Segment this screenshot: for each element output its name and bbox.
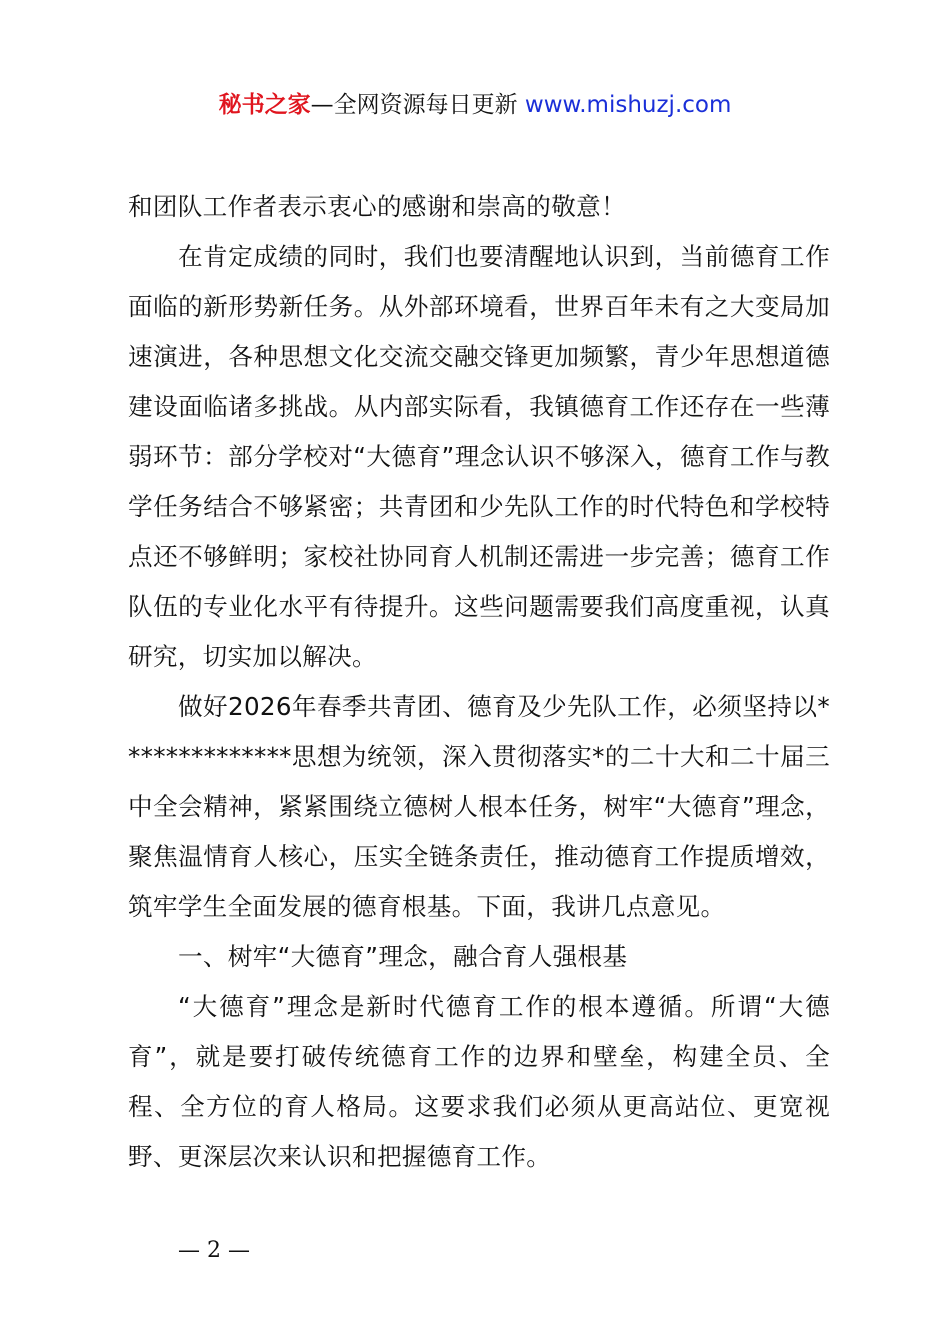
paragraph-continuation: 和团队工作者表示衷心的感谢和崇高的敬意！ (128, 192, 626, 221)
site-url-link[interactable]: www.mishuzj.com (524, 92, 732, 118)
paragraph-guiding-principles: 做好2026年春季共青团、德育及少先队工作，必须坚持以**************思想为统领，深入贯彻落实*的二十大和二十届三中全会精神，紧紧围绕立德树人根本任务，树牢“大德育”理念，聚焦温情育人核心，压实全链条责任，推动德育工作提质增效，筑牢学生全面发展的德育根基。下面，我讲几点意见。 (128, 692, 830, 921)
brand-name: 秘书之家 (218, 92, 311, 118)
paragraph-challenges: 在肯定成绩的同时，我们也要清醒地认识到，当前德育工作面临的新形势新任务。从外部环境看，世界百年未有之大变局加速演进，各种思想文化交流交融交锋更加频繁，青少年思想道德建设面临诸多挑战。从内部实际看，我镇德育工作还存在一些薄弱环节：部分学校对“大德育”理念认识不够深入，德育工作与教学任务结合不够紧密；共青团和少先队工作的时代特色和学校特点还不够鲜明；家校社协同育人机制还需进一步完善；德育工作队伍的专业化水平有待提升。这些问题需要我们高度重视，认真研究，切实加以解决。 (128, 242, 830, 671)
paragraph-big-moral-education: “大德育”理念是新时代德育工作的根本遵循。所谓“大德育”，就是要打破传统德育工作的边界和壁垒，构建全员、全程、全方位的育人格局。这要求我们必须从更高站位、更宽视野、更深层次来认识和把握德育工作。 (128, 992, 830, 1171)
document-body (128, 182, 830, 1182)
site-header-banner (0, 88, 950, 122)
section-heading-1: 一、树牢“大德育”理念，融合育人强根基 (178, 942, 628, 971)
header-tagline: —全网资源每日更新 (310, 92, 525, 118)
page-number: — 2 — (178, 1238, 250, 1263)
